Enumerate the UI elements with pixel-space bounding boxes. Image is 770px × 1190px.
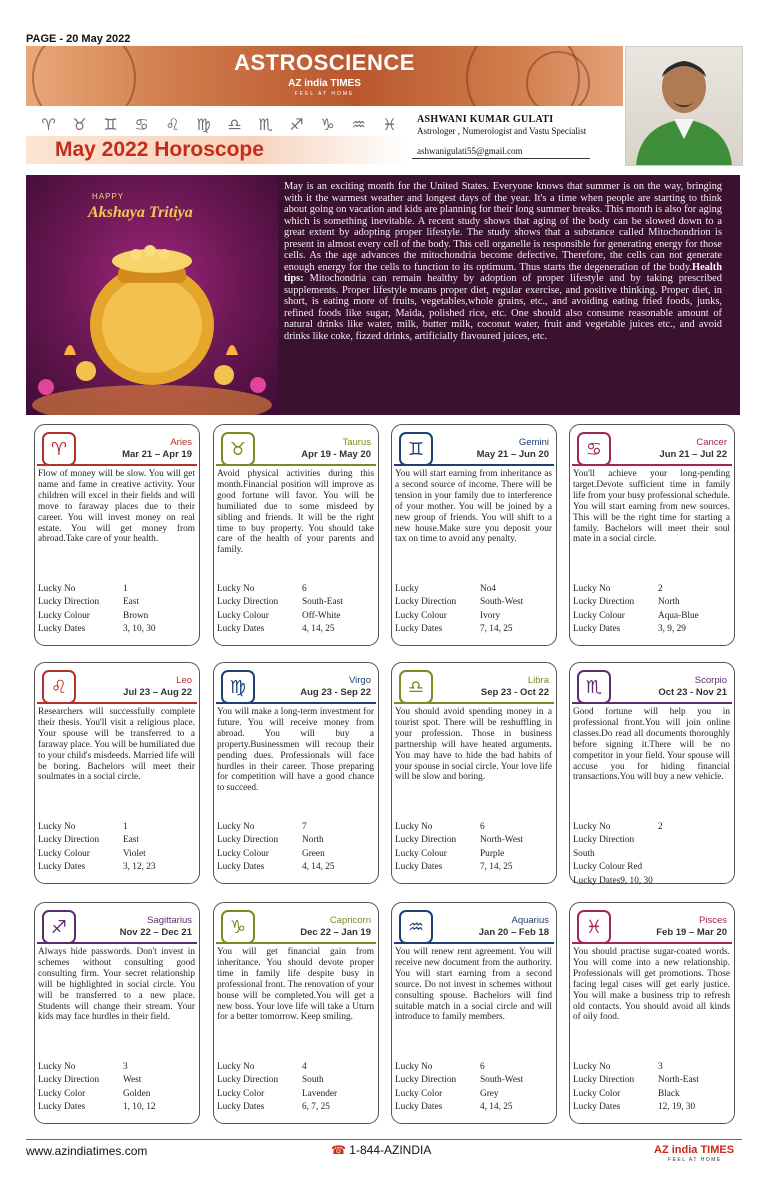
lucky-key: Lucky Direction	[38, 835, 100, 846]
aries-sign-icon: ♈	[42, 432, 76, 466]
lucky-row	[573, 623, 728, 636]
sign-forecast: Flow of money will be slow. You will get name and fame in creative activity. Your children will excel in their fields and will move to faraway places due to their career. You will invest money on real estate. You will get money from abroad.Take care of your health.	[38, 469, 195, 545]
lucky-key: Lucky Direction	[573, 1075, 635, 1086]
footer-phone	[331, 1143, 431, 1157]
sign-divider	[394, 702, 554, 704]
lucky-key: Lucky Colour	[395, 848, 447, 859]
leo-sign-icon: ♌	[42, 670, 76, 704]
lucky-key: Lucky Dates	[573, 624, 621, 635]
sign-dates: Jul 23 – Aug 22	[123, 687, 192, 698]
lucky-details	[395, 821, 550, 875]
pisces-sign-icon: ♓	[577, 910, 611, 944]
intro-article	[284, 181, 722, 342]
lucky-value: No4	[480, 584, 497, 594]
horoscope-title: May 2022 Horoscope	[55, 138, 264, 161]
lucky-key: Lucky Colour	[395, 610, 447, 621]
zodiac-symbol-strip	[36, 111, 406, 137]
lucky-row	[395, 1074, 550, 1087]
lucky-row	[217, 861, 372, 874]
lucky-key: Lucky Dates	[217, 862, 265, 873]
lucky-row	[573, 861, 728, 874]
horoscope-card-gemini	[391, 424, 557, 646]
lucky-row	[38, 1101, 193, 1114]
lucky-value: 4, 14, 25	[302, 624, 335, 635]
lucky-row	[395, 821, 550, 834]
lucky-key: Lucky No	[217, 1062, 255, 1072]
lucky-value: Golden	[123, 1088, 151, 1099]
lucky-value: South-West	[480, 597, 524, 608]
lucky-row	[217, 1061, 372, 1074]
lucky-value: North-West	[480, 835, 524, 846]
lucky-key: Lucky Direction	[38, 597, 100, 608]
lucky-value: Black	[658, 1088, 680, 1099]
lucky-key: Lucky Dates	[38, 862, 86, 873]
virgo-sign-icon: ♍	[221, 670, 255, 704]
sign-name: Sagittarius	[147, 915, 192, 926]
sign-dates: Feb 19 – Mar 20	[656, 927, 727, 938]
sign-divider	[572, 942, 732, 944]
lucky-value: Aqua-Blue	[658, 610, 699, 621]
zodiac-glyph-icon: ♎	[227, 114, 242, 134]
lucky-key: Lucky Colour Red	[573, 862, 643, 873]
page-label: PAGE - 20 May 2022	[26, 33, 131, 45]
sign-dates: Apr 19 - May 20	[301, 449, 371, 460]
gemini-sign-icon: ♊	[399, 432, 433, 466]
sign-forecast: Good fortune will help you in professional front.You will join online classes.Do read all documents thoroughly before signing it.There will be no competitor in your field. Your spouse will accuse you for hiding financial transactions.You will buy a new vehicle.	[573, 707, 730, 783]
lucky-value: West	[123, 1075, 142, 1086]
sagittarius-sign-icon: ♐	[42, 910, 76, 944]
lucky-value: 12, 19, 30	[658, 1102, 696, 1113]
lucky-value: 6, 7, 25	[302, 1102, 330, 1113]
lucky-value: East	[123, 835, 140, 846]
lucky-value: 1, 10, 12	[123, 1102, 156, 1113]
sign-dates: Nov 22 – Dec 21	[119, 927, 192, 938]
akshaya-happy-label: HAPPY	[92, 192, 125, 201]
sign-dates: May 21 – Jun 20	[476, 449, 549, 460]
sign-name: Aquarius	[511, 915, 549, 926]
horoscope-card-aquarius	[391, 902, 557, 1124]
lucky-details	[217, 1061, 372, 1115]
lucky-details	[395, 583, 550, 637]
horoscope-card-scorpio	[569, 662, 735, 884]
horoscope-card-sagittarius	[34, 902, 200, 1124]
zodiac-glyph-icon: ♋	[134, 114, 149, 134]
astrologer-email[interactable]: ashwanigulati55@gmail.com	[417, 146, 523, 156]
lucky-details	[395, 1061, 550, 1115]
lucky-row	[38, 834, 193, 847]
lucky-value: Grey	[480, 1088, 499, 1099]
lucky-key: Lucky Dates	[395, 1102, 443, 1113]
lucky-value: 6	[480, 822, 485, 832]
sign-forecast: You will start earning from inheritance as a second source of income. There will be tension in your family due to interference of your mother. You will be joined by a new group of friends. You will shift to a new house.Make sure you deposit your tax on time to avoid any penalty.	[395, 469, 552, 545]
lucky-value: Off-White	[302, 610, 341, 621]
sign-name: Cancer	[696, 437, 727, 448]
lucky-key: Lucky Color	[217, 1088, 265, 1099]
intro-body: May is an exciting month for the United States. Everyone knows that summer is on the way, bringing with it the warmest weather and longest days of the year. It's a time when people are starting to think about going on vacation and kids are planning for their long summer breaks. This month is also for aging which is something inevitable. A recent study shows that aging of the body can be slowed down to a great extent by adopting proper lifestyle. The study shows that a substance called Mitochondrion is present in almost every cell of the body. This cell organelle is responsible for generating energy for those cells. As the age advances the mitochondria become defective. Therefore, the cells can not generate enough energy for the cells to function to its optimum. Thus starts the degeneration of the body.	[284, 181, 722, 273]
lucky-row	[38, 848, 193, 861]
zodiac-glyph-icon: ♉	[72, 114, 87, 134]
lucky-value: North-East	[658, 1075, 699, 1086]
sign-forecast: Always hide passwords. Don't invest in schemes without consulting good consulting firm. Your secret relationship will be highlighted in social circle. You will be transferred to a new place. Students will change their stream. Your kids may face hurdles in their field.	[38, 947, 195, 1023]
cancer-sign-icon: ♋	[577, 432, 611, 466]
sign-forecast: You'll achieve your long-pending target.Devote sufficient time in family life from your busy professional schedule. You will start earning from new sources. This will be the right time for starting a family. Bachelors will meet their soul mate in a social circle.	[573, 469, 730, 545]
lucky-key: Lucky Direction	[217, 597, 279, 608]
sign-name: Capricorn	[329, 915, 371, 926]
lucky-value: 4	[302, 1062, 307, 1072]
lucky-key: Lucky Color	[395, 1088, 443, 1099]
lucky-value: South	[302, 1075, 324, 1086]
astrologer-photo	[625, 46, 743, 166]
lucky-key: Lucky No	[38, 584, 76, 594]
lucky-value: South-East	[302, 597, 343, 608]
sign-name: Taurus	[342, 437, 371, 448]
lucky-row	[217, 596, 372, 609]
lucky-value: 2	[658, 822, 663, 832]
lucky-key: Lucky Direction South	[573, 835, 635, 859]
sign-dates: Oct 23 - Nov 21	[658, 687, 727, 698]
lucky-key: Lucky No	[573, 1062, 611, 1072]
sign-dates: Dec 22 – Jan 19	[300, 927, 371, 938]
lucky-row	[38, 821, 193, 834]
sign-forecast: Researchers will successfully complete their thesis. You'll visit a religious place. Your spouse will be transferred to a faraway place. You will be humiliated due to your child's misdeeds. Married life will be boring. Bachelors will meet their soulmates in a social circle.	[38, 707, 195, 783]
horoscope-card-cancer	[569, 424, 735, 646]
lucky-details	[573, 1061, 728, 1115]
lucky-value: 4, 14, 25	[480, 1102, 513, 1113]
lucky-value: Green	[302, 848, 325, 859]
zodiac-glyph-icon: ♊	[103, 114, 118, 134]
health-tips-body: Mitochondria can remain healthy by adoption of proper lifestyle and by taking prescribed supplements. Proper lifestyle means proper diet, regular exercise, and positive thinking. Proper diet, in short, is eating more of fruits, vegetables,whole grains, etc., and avoiding eating fried foods, junks, refined foods like sugar, Maida, polished rice, etc. One should also consume reasonable amount of natural drinks like water, milk, butter milk, coconut water, fruit and vegetable juices etc., and avoid drinks like coke, fizzed drinks, artificially flavoured juices, etc.	[284, 273, 722, 342]
lucky-row	[217, 610, 372, 623]
sign-forecast: You will renew rent agreement. You will receive new document from the authority. You will start earning from a second source. Do not invest in schemes without consulting spouse. Bachelors will find suitable match in a social circle and will introduce to family members.	[395, 947, 552, 1023]
lucky-row	[217, 583, 372, 596]
lucky-key: Lucky No	[573, 584, 611, 594]
lucky-details	[38, 583, 193, 637]
banner-tagline: FEEL AT HOME	[294, 91, 355, 97]
lucky-details	[217, 583, 372, 637]
lucky-details	[573, 583, 728, 637]
sign-divider	[216, 464, 376, 466]
akshaya-title: Akshaya Tritiya	[88, 204, 193, 221]
lucky-key: Lucky Direction	[395, 597, 457, 608]
lucky-row	[395, 1088, 550, 1101]
horoscope-card-aries	[34, 424, 200, 646]
lucky-value: 3, 9, 29	[658, 624, 686, 635]
lucky-value: 1	[123, 822, 128, 832]
lucky-row	[217, 821, 372, 834]
sign-divider	[37, 464, 197, 466]
footer-logo: AZ india TIMES	[654, 1144, 735, 1156]
aquarius-sign-icon: ♒	[399, 910, 433, 944]
sign-name: Scorpio	[694, 675, 727, 686]
lucky-key: Lucky No	[217, 822, 255, 832]
lucky-value: 3	[123, 1062, 128, 1072]
lucky-row	[573, 1074, 728, 1087]
lucky-row	[573, 1061, 728, 1074]
lucky-value: 7, 14, 25	[480, 862, 513, 873]
sign-name: Libra	[527, 675, 549, 686]
zodiac-glyph-icon: ♐	[289, 114, 304, 134]
sign-name: Leo	[176, 675, 192, 686]
lucky-value: 3, 10, 30	[123, 624, 156, 635]
phone-icon: ☎	[331, 1143, 346, 1157]
lucky-row	[395, 1101, 550, 1114]
footer-divider	[26, 1139, 742, 1140]
sign-name: Virgo	[348, 675, 371, 686]
horoscope-card-virgo	[213, 662, 379, 884]
horoscope-card-taurus	[213, 424, 379, 646]
lucky-value: 2	[658, 584, 663, 594]
lucky-key: Lucky Dates9, 10, 30	[573, 875, 653, 886]
lucky-key: Lucky Colour	[38, 610, 90, 621]
lucky-value: North	[658, 597, 680, 608]
lucky-key: Lucky No	[217, 584, 255, 594]
horoscope-card-libra	[391, 662, 557, 884]
lucky-key: Lucky Dates	[38, 1102, 86, 1113]
footer-tagline: FEEL AT HOME	[668, 1157, 722, 1163]
lucky-key: Lucky Direction	[38, 1075, 100, 1086]
lucky-row	[395, 848, 550, 861]
horoscope-card-capricorn	[213, 902, 379, 1124]
sign-divider	[394, 464, 554, 466]
banner-title: ASTROSCIENCE	[234, 50, 415, 75]
lucky-details	[38, 1061, 193, 1115]
lucky-value: 1	[123, 584, 128, 594]
sign-forecast: You will get financial gain from inheritance. You should devote proper time in family life despite busy in professional front. The renovation of your house will be completed.You will get a new boss. Your love life will take a Uturn for a better tomorrow. Keep smiling.	[217, 947, 374, 1023]
lucky-value: East	[123, 597, 140, 608]
lucky-key: Lucky Direction	[217, 835, 279, 846]
sign-forecast: You should practise sugar-coated words. You will come into a new relationship. Professionals will get promotions. Those facing legal cases will get early justice. You will make a business trip to refresh old contacts. You should avoid all kinds of oily food.	[573, 947, 730, 1023]
lucky-details	[38, 821, 193, 875]
lucky-value: Ivory	[480, 610, 501, 621]
sign-divider	[37, 942, 197, 944]
capricorn-sign-icon: ♑	[221, 910, 255, 944]
sign-forecast: You will make a long-term investment for future. You will receive money from abroad. You will buy a property.Businessmen will recoup their pending dues. Professionals will face hurdles in their career. Those preparing for competition will have a good chance to succeed.	[217, 707, 374, 794]
lucky-value: 6	[302, 584, 307, 594]
health-tips-label: Health tips:	[284, 261, 722, 284]
lucky-value: Brown	[123, 610, 149, 621]
lucky-value: 3	[658, 1062, 663, 1072]
zodiac-glyph-icon: ♑	[320, 114, 335, 134]
footer-website-link[interactable]: www.azindiatimes.com	[26, 1144, 148, 1158]
lucky-key: Lucky Dates	[573, 1102, 621, 1113]
sign-dates: Jun 21 – Jul 22	[659, 449, 727, 460]
lucky-details	[217, 821, 372, 875]
lucky-key: Lucky Dates	[217, 1102, 265, 1113]
lucky-details	[573, 821, 728, 888]
lucky-key: Lucky No	[395, 822, 433, 832]
lucky-row	[38, 596, 193, 609]
zodiac-glyph-icon: ♍	[196, 114, 211, 134]
lucky-value: Lavender	[302, 1088, 338, 1099]
lucky-key: Lucky No	[395, 1062, 433, 1072]
banner-logo: AZ india TIMES	[288, 78, 361, 89]
lucky-key: Lucky Colour	[38, 848, 90, 859]
lucky-key: Lucky	[395, 584, 419, 594]
lucky-value: North	[302, 835, 324, 846]
zodiac-glyph-icon: ♓	[382, 114, 397, 134]
lucky-value: 4, 14, 25	[302, 862, 335, 873]
sign-name: Gemini	[518, 437, 549, 448]
lucky-row	[395, 610, 550, 623]
lucky-value: Purple	[480, 848, 505, 859]
lucky-key: Lucky Dates	[38, 624, 86, 635]
lucky-row	[395, 583, 550, 596]
lucky-row	[38, 1088, 193, 1101]
lucky-row	[217, 848, 372, 861]
lucky-row	[573, 1088, 728, 1101]
sign-divider	[216, 942, 376, 944]
lucky-row	[573, 875, 728, 888]
lucky-key: Lucky Color	[38, 1088, 86, 1099]
sign-divider	[572, 702, 732, 704]
sign-name: Aries	[170, 437, 192, 448]
sign-dates: Mar 21 – Apr 19	[122, 449, 192, 460]
zodiac-glyph-icon: ♏	[258, 114, 273, 134]
scorpio-sign-icon: ♏	[577, 670, 611, 704]
astrologer-name: ASHWANI KUMAR GULATI	[417, 114, 554, 125]
lucky-value: 7	[302, 822, 307, 832]
lucky-row	[573, 596, 728, 609]
lucky-row	[395, 623, 550, 636]
lucky-key: Lucky No	[38, 1062, 76, 1072]
lucky-row	[217, 1088, 372, 1101]
lucky-row	[573, 1101, 728, 1114]
lucky-key: Lucky Direction	[573, 597, 635, 608]
lucky-value: 7, 14, 25	[480, 624, 513, 635]
lucky-row	[573, 583, 728, 596]
lucky-key: Lucky No	[38, 822, 76, 832]
zodiac-glyph-icon: ♌	[165, 114, 180, 134]
astrologer-role: Astrologer , Numerologist and Vastu Specialist	[417, 126, 587, 136]
lucky-row	[573, 834, 728, 861]
lucky-row	[38, 583, 193, 596]
sign-dates: Jan 20 – Feb 18	[478, 927, 549, 938]
divider	[412, 158, 590, 159]
lucky-key: Lucky Dates	[395, 624, 443, 635]
zodiac-glyph-icon: ♒	[351, 114, 366, 134]
lucky-value: 3, 12, 23	[123, 862, 156, 873]
lucky-row	[395, 1061, 550, 1074]
lucky-key: Lucky Direction	[217, 1075, 279, 1086]
lucky-row	[217, 623, 372, 636]
sign-dates: Aug 23 - Sep 22	[300, 687, 371, 698]
lucky-row	[38, 1061, 193, 1074]
lucky-key: Lucky Direction	[395, 835, 457, 846]
libra-sign-icon: ♎	[399, 670, 433, 704]
footer-phone-number: 1-844-AZINDIA	[349, 1143, 432, 1157]
lucky-key: Lucky Colour	[217, 610, 269, 621]
lucky-row	[217, 834, 372, 847]
lucky-row	[573, 610, 728, 623]
zodiac-glyph-icon: ♈	[41, 114, 56, 134]
lucky-row	[395, 861, 550, 874]
sign-forecast: Avoid physical activities during this month.Financial position will improve as good fortune will favor. You will be humiliated due to some misdeed by sibling and friends. It will be the right time to buy property. You should take care of the health of your parents and family.	[217, 469, 374, 556]
sign-name: Pisces	[699, 915, 727, 926]
lucky-row	[217, 1101, 372, 1114]
lucky-row	[395, 834, 550, 847]
horoscope-card-leo	[34, 662, 200, 884]
sign-divider	[572, 464, 732, 466]
sign-dates: Sep 23 - Oct 22	[480, 687, 549, 698]
sign-divider	[394, 942, 554, 944]
lucky-key: Lucky Colour	[217, 848, 269, 859]
lucky-key: Lucky Color	[573, 1088, 621, 1099]
taurus-sign-icon: ♉	[221, 432, 255, 466]
lucky-row	[395, 596, 550, 609]
sign-forecast: You should avoid spending money in a tourist spot. There will be reshuffling in your profession. Those in business partnership will have heated arguments. You may have to hide the bad habits of your spouse in social circle. Your love life will be slow and boring.	[395, 707, 552, 783]
astroscience-banner	[26, 46, 623, 106]
lucky-key: Lucky No	[573, 822, 611, 832]
lucky-value: Violet	[123, 848, 146, 859]
lucky-row	[38, 861, 193, 874]
lucky-row	[217, 1074, 372, 1087]
sign-divider	[216, 702, 376, 704]
lucky-row	[38, 1074, 193, 1087]
lucky-row	[38, 623, 193, 636]
lucky-value: South-West	[480, 1075, 524, 1086]
lucky-key: Lucky Direction	[395, 1075, 457, 1086]
lucky-value: 6	[480, 1062, 485, 1072]
lucky-key: Lucky Dates	[217, 624, 265, 635]
lucky-key: Lucky Dates	[395, 862, 443, 873]
lucky-row	[38, 610, 193, 623]
horoscope-card-pisces	[569, 902, 735, 1124]
sign-divider	[37, 702, 197, 704]
lucky-row	[573, 821, 728, 834]
lucky-key: Lucky Colour	[573, 610, 625, 621]
